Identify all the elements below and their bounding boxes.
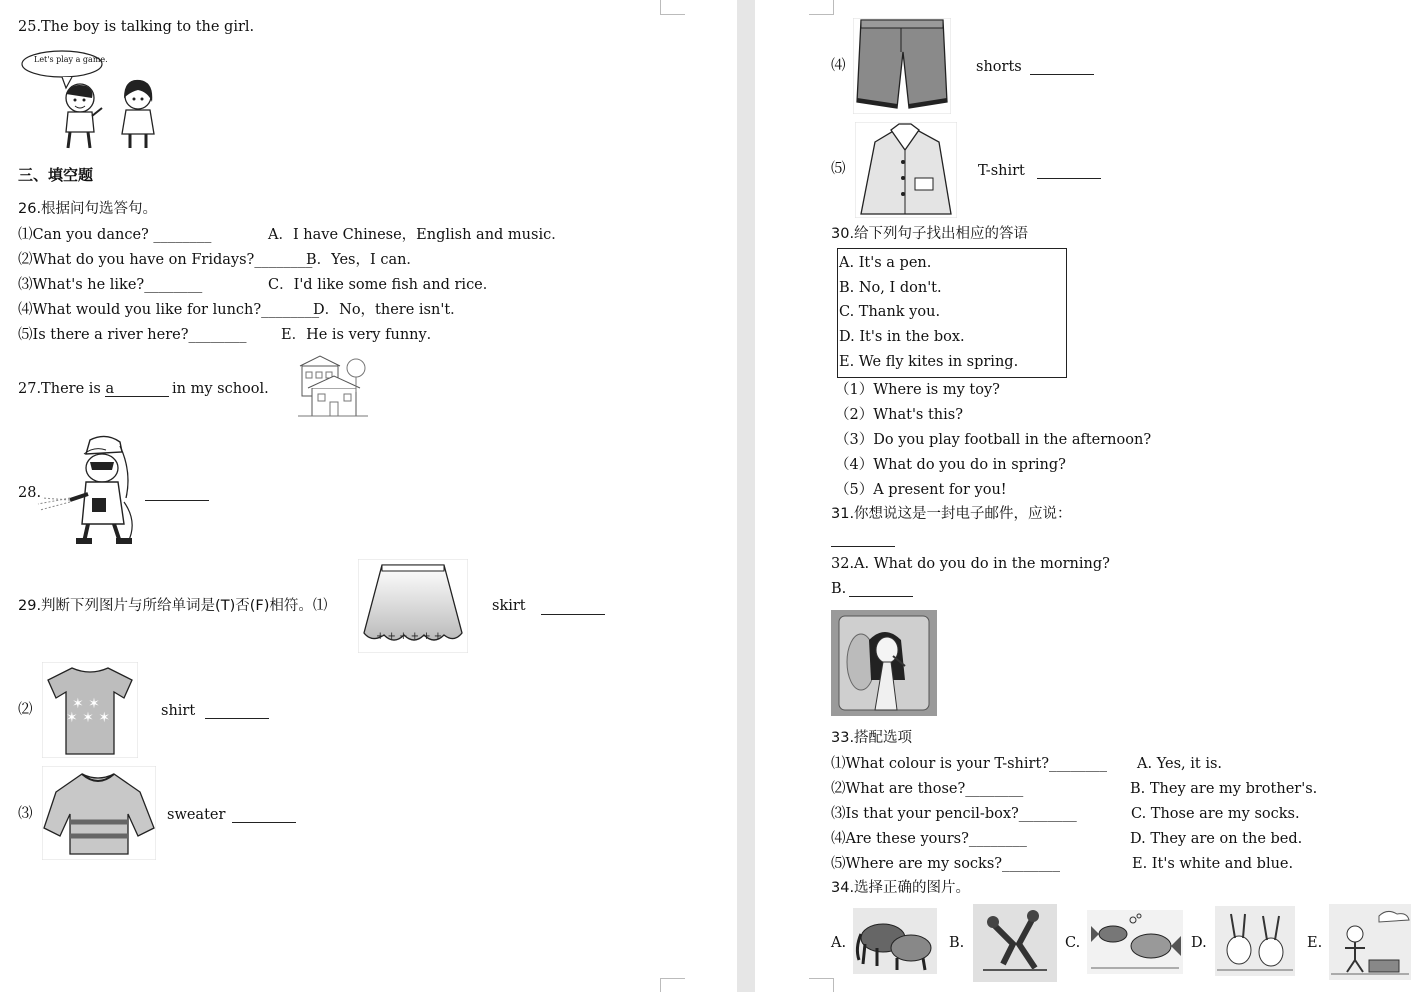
collared-shirt-image [855,122,957,218]
q33-answer: A. Yes, it is. [1137,756,1223,772]
q29-answer-blank[interactable] [205,702,269,719]
elephants-image[interactable] [853,908,937,974]
q29-word-tshirt: T-shirt [978,163,1025,179]
q33-answer: B. They are my brother's. [1130,781,1318,797]
question-27-end: in my school. [172,381,269,397]
q29-answer-blank[interactable] [232,806,296,823]
page-gutter [737,0,755,992]
q26-answer: E．He is very funny． [281,327,442,343]
q29-item-label: ⑸ [831,161,846,177]
firefighter-image [36,432,140,550]
q30-question: （4）What do you do in spring? [835,457,1066,473]
q34-option-label: E. [1307,935,1323,951]
question-32-b: B. [831,581,847,597]
q30-option: B. No, I don't. [839,280,942,296]
birds-image[interactable] [973,904,1057,982]
svg-text:✶ ✶ ✶: ✶ ✶ ✶ [66,710,111,726]
q29-item-label: ⑵ [18,702,33,718]
question-28: 28. [18,485,42,501]
q26-answer: A．I have Chinese，English and music． [268,227,566,243]
rabbits-image[interactable] [1215,906,1295,976]
svg-text:+ + + + + +: + + + + + + [376,631,443,642]
q30-question: （1）Where is my toy? [835,382,1000,398]
question-32-a: 32.A. What do you do in the morning? [831,556,1110,572]
q33-answer: C. Those are my socks. [1131,806,1300,822]
question-25: 25.The boy is talking to the girl. [18,19,255,35]
skirt-image [358,559,468,653]
crop-mark [660,978,685,992]
boy-girl-talking-image [20,48,160,154]
q26-question: ⑵What do you have on Fridays?________ [18,252,313,268]
question-26-title: 26.根据问句选答句。 [18,201,158,217]
q26-question: ⑴Can you dance? ________ [18,227,212,243]
question-33-title: 33.搭配选项 [831,730,913,746]
q32-answer-blank[interactable] [849,580,913,597]
crop-mark [660,0,685,15]
q26-answer: B．Yes，I can． [306,252,421,268]
q33-question: ⑴What colour is your T-shirt?________ [831,756,1108,772]
q30-question: （5）A present for you! [835,482,1007,498]
q26-question: ⑶What's he like?________ [18,277,203,293]
q26-question: ⑸Is there a river here?________ [18,327,247,343]
q30-option: A. It's a pen. [839,255,932,271]
q29-item-label: ⑷ [831,58,846,74]
children-playing-image[interactable] [1329,904,1411,980]
question-27: 27.There is a [18,381,115,397]
q30-question: （3）Do you play football in the afternoon? [835,432,1152,448]
sweater-image [42,766,156,860]
q29-answer-blank[interactable] [1037,162,1101,179]
q33-answer: E. It's white and blue. [1132,856,1294,872]
q26-question: ⑷What would you like for lunch?________ [18,302,320,318]
girl-brushing-teeth-image [831,610,937,716]
q26-answer: C．I'd like some fish and rice． [268,277,498,293]
q33-answer: D. They are on the bed. [1130,831,1303,847]
question-34-title: 34.选择正确的图片。 [831,880,971,896]
q30-question: （2）What's this? [835,407,963,423]
speech-bubble-text: Let's play a game. [34,55,108,64]
q29-word-sweater: sweater [167,807,226,823]
q33-question: ⑷Are these yours?________ [831,831,1027,847]
q29-answer-blank[interactable] [1030,58,1094,75]
crop-mark [809,0,834,15]
fish-image[interactable] [1087,910,1183,974]
q28-answer-blank[interactable] [145,484,209,501]
crop-mark [809,978,834,992]
q29-answer-blank[interactable] [541,598,605,615]
question-30-title: 30.给下列句子找出相应的答语 [831,226,1029,242]
q34-option-label: D. [1191,935,1207,951]
school-building-image [296,352,370,420]
q34-option-label: C. [1065,935,1081,951]
q34-option-label: B. [949,935,965,951]
q33-question: ⑵What are those?________ [831,781,1024,797]
q27-answer-blank[interactable] [105,380,169,397]
section-heading: 三、填空题 [18,166,94,184]
shorts-image [853,18,951,114]
q33-question: ⑸Where are my socks?________ [831,856,1061,872]
svg-text:✶ ✶: ✶ ✶ [72,696,100,712]
question-31: 31.你想说这是一封电子邮件，应说： [831,506,1072,522]
q30-option: D. It's in the box. [839,329,965,345]
document-page-right [755,0,1415,992]
q34-option-label: A. [831,935,847,951]
q33-question: ⑶Is that your pencil-box?________ [831,806,1077,822]
q30-option: C. Thank you. [839,304,941,320]
q26-answer: D．No，there isn't． [313,302,465,318]
tshirt-stars-image [42,662,138,758]
q31-answer-blank[interactable] [831,530,895,547]
q29-word-shorts: shorts [976,59,1022,75]
q29-word-shirt: shirt [161,703,196,719]
q30-option: E. We fly kites in spring. [839,354,1019,370]
question-29-title: 29.判断下列图片与所给单词是(T)否(F)相符。⑴ [18,598,328,614]
q29-word-skirt: skirt [492,598,526,614]
q29-item-label: ⑶ [18,806,33,822]
